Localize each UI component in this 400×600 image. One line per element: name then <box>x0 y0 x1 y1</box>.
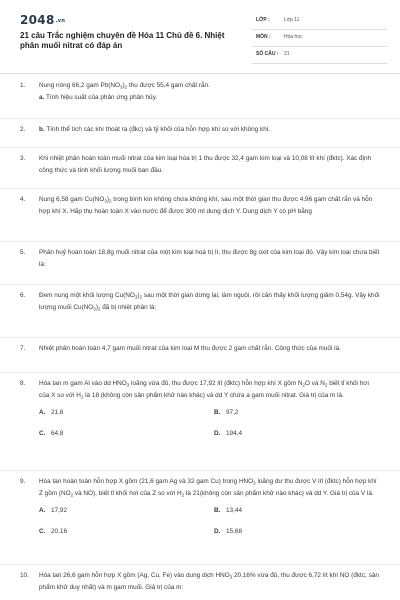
question-divider <box>0 284 400 285</box>
question-number: 7. <box>20 345 26 352</box>
question-text: Hòa tan hoàn toàn hỗn hợp X gồm (21,6 gam Ag và 32 gam Cu) trong $HNO_3$ loãng dư thu được V lít (đktc) hỗn hợp khí Z gồm ($NO_2$ và NO), biết tỉ khối hơi của Z so với $H_2$ là 21(không còn sản phẩm khử nào khác) và dd Y. Giá trị của V là. A. 17,92 B. 13,44 C. 20,16 D. 15,68 <box>39 476 380 545</box>
question-number: 5. <box>20 249 26 256</box>
answer-option[interactable]: D. 194,4 <box>214 430 242 437</box>
question-item <box>20 343 380 355</box>
question-number: 2. <box>20 126 26 133</box>
document-title: 21 câu Trắc nghiệm chuyên đề Hóa 11 Chủ đề 6. Nhiệt phân muối nitrat có đáp án <box>20 31 225 50</box>
question-text: Đem nung một khối lượng $Cu(NO_3)_2$ sau một thời gian dừng lại, làm nguội, rồi cân thấy khối lượng giảm 0,54g. Vậy khối lượng muối $Cu(NO_3)_2$ đã bị nhiệt phân là: <box>39 292 380 311</box>
meta-grade: LỚP : Lớp 11 <box>252 12 387 30</box>
question-divider <box>0 337 400 338</box>
answer-options <box>39 407 380 447</box>
answer-option[interactable]: A. 17,92 <box>39 507 67 514</box>
question-number: 6. <box>20 292 26 299</box>
answer-option[interactable]: A. 21,6 <box>39 409 64 416</box>
question-text: Nhiệt phân hoàn toàn 4,7 gam muối nitrat của kim loại M thu được 2 gam chất rắn. Công thức của muối là. <box>39 345 341 352</box>
question-item <box>20 80 380 103</box>
question-text: Hòa tan m gam Al vào dd $HNO_3$ loãng vừa đủ, thu được 17,92 lít (đktc) hỗn hợp khí X gồm $N_2O$ và $N_2$ biết tỉ khối hơi của X so với $H_2$ là 18 (không còn sản phẩm khử nào khác) và dd Y chứa a gam muối nitrat. Giá trị của m là. A. 21,6 B. 97,2 C. 64,8 D. 194,4 <box>39 378 380 447</box>
question-item <box>20 290 380 313</box>
question-text: Nung nóng 66,2 gam $Pb(NO_3)_2$ thu được 55,4 gam chất rắn. a. Tính hiệu suất của phản ứng phân hủy. <box>39 82 210 101</box>
question-divider <box>0 470 400 471</box>
question-number: 4. <box>20 196 26 203</box>
answer-option[interactable]: D. 15,68 <box>214 528 242 535</box>
document-header <box>0 0 400 72</box>
question-number: 1. <box>20 82 26 89</box>
question-text: b. Tính thể tích các khí thoát ra (đkc) và tỷ khối của hỗn hợp khí so với không khí. <box>39 126 271 133</box>
question-number: 9. <box>20 478 26 485</box>
question-number: 3. <box>20 155 26 162</box>
question-divider <box>0 188 400 189</box>
question-text: Nung 6,58 gam $Cu(NO_3)_2$ trong bình kín không chứa không khí, sau một thời gian thu được 4,96 gam chất rắn và hỗn hợp khí X. Hấp thụ hoàn toàn X vào nước để được 300 ml dung dịch Y. Dung dịch Y có pH bằng <box>39 196 373 215</box>
question-divider <box>0 147 400 148</box>
question-item <box>20 570 380 593</box>
answer-option[interactable]: B. 97,2 <box>214 409 239 416</box>
answer-option[interactable]: C. 20,16 <box>39 528 67 535</box>
question-divider <box>0 241 400 242</box>
question-text: Hòa tan 26,6 gam hỗn hợp X gồm (Ag, Cu, Fe) vào dung dịch $HNO_3$ 20,16% vừa đủ, thu được 6,72 lít khí NO (đktc, sản phẩm khử duy nhất) và m gam muối. Giá trị của m: <box>39 572 379 591</box>
answer-option[interactable]: C. 64,8 <box>39 430 64 437</box>
site-logo[interactable]: 2048.vn <box>20 13 66 27</box>
question-item <box>20 476 380 545</box>
meta-subject: MÔN : Hóa học <box>252 29 387 47</box>
header-divider <box>0 73 400 74</box>
question-item <box>20 247 380 270</box>
question-text: Phân huỷ hoàn toàn 18,8g muối nitrat của một kim loại hoá trị II, thu được 8g oxit của kim loại đó. Vậy kim loại chưa biết là: <box>39 249 380 268</box>
meta-question-count: SỐ CÂU : 21 <box>252 46 387 64</box>
question-item <box>20 153 380 176</box>
question-divider <box>0 564 400 565</box>
question-number: 10. <box>20 572 29 579</box>
question-item <box>20 124 380 136</box>
question-divider <box>0 118 400 119</box>
question-number: 8. <box>20 380 26 387</box>
question-item <box>20 378 380 447</box>
answer-option[interactable]: B. 13,44 <box>214 507 242 514</box>
question-text: Khi nhiệt phân hoàn toàn muối nitrat của kim loại hóa trị 1 thu được 32,4 gam kim loại và 10,08 lít khí (đktc). Xác định công thức và tính khối lượng muối ban đầu. <box>39 155 372 174</box>
answer-options <box>39 505 380 545</box>
question-divider <box>0 372 400 373</box>
question-item <box>20 194 380 217</box>
